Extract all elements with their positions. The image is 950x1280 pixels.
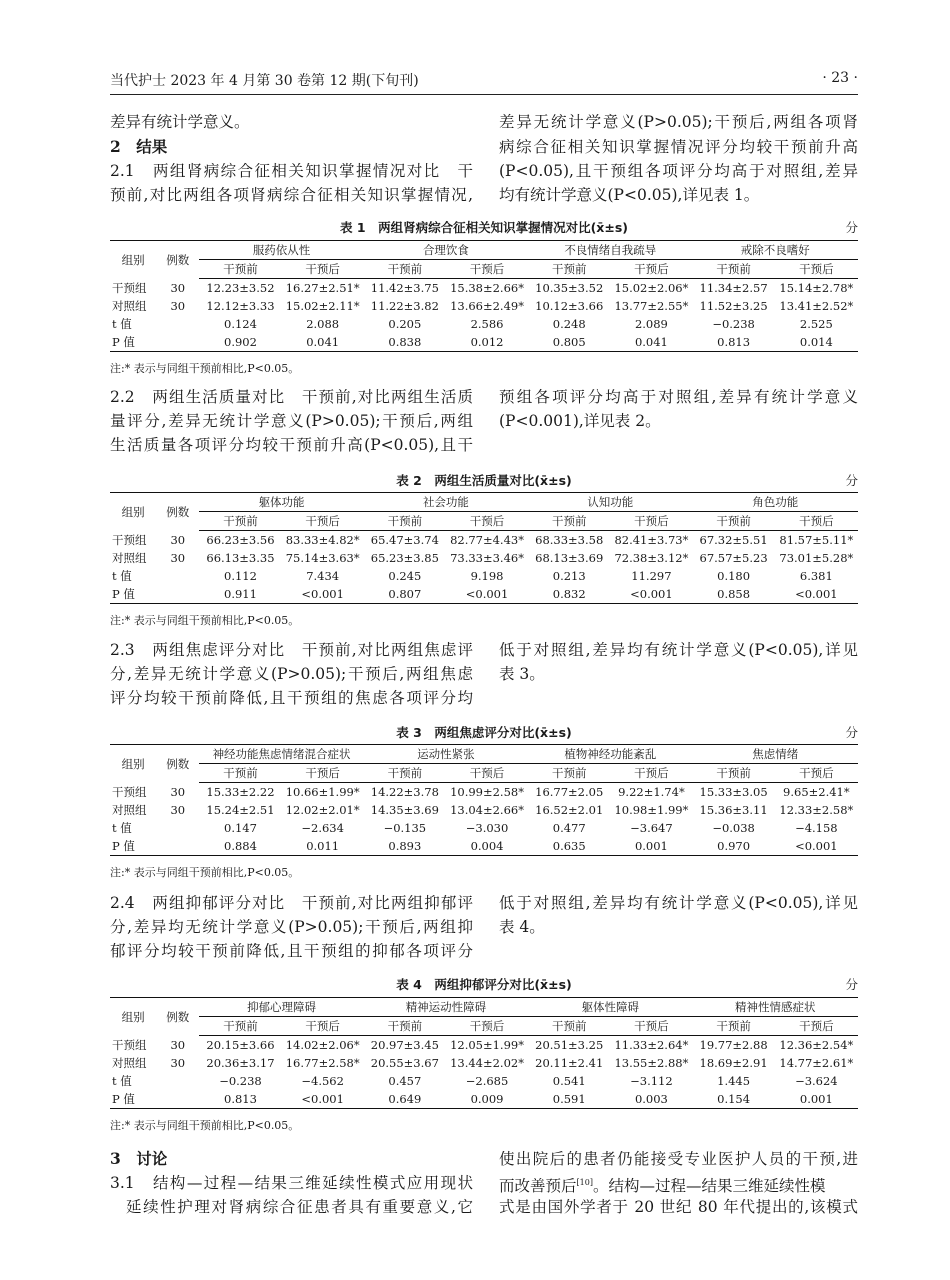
subsection-heading: 2.3 两组焦虑评分对比 干预前,对比两组焦虑评 bbox=[110, 641, 473, 659]
table-cell: 16.27±2.51* bbox=[285, 281, 360, 295]
col-group-header: 认知功能 bbox=[528, 493, 692, 512]
paragraph-line: 低于对照组,差异均有统计学意义(P<0.05),详见 bbox=[499, 641, 858, 659]
table-caption bbox=[110, 975, 858, 993]
table-cell: 20.36±3.17 bbox=[206, 1056, 275, 1070]
table-cell: 14.22±3.78 bbox=[370, 785, 439, 799]
table-cell: 0.591 bbox=[528, 1090, 610, 1109]
paragraph-line: 延续性护理对肾病综合征患者具有重要意义,它 bbox=[126, 1198, 473, 1216]
table-cell: 10.98±1.99* bbox=[614, 803, 689, 817]
table-cell: 11.34±2.57 bbox=[699, 281, 768, 295]
col-header-post: 干预后 bbox=[775, 512, 858, 531]
col-header-pre: 干预前 bbox=[199, 764, 281, 783]
col-header-pre: 干预前 bbox=[528, 260, 610, 279]
table-cell: 30 bbox=[170, 299, 186, 313]
table-cell: 0.635 bbox=[528, 837, 610, 856]
table-cell: 0.205 bbox=[388, 317, 422, 331]
table-cell: 0.858 bbox=[693, 585, 775, 604]
paragraph-line: 评分均较干预前降低,且干预组的焦虑各项评分均 bbox=[110, 689, 473, 707]
table-cell: 20.15±3.66 bbox=[206, 1038, 275, 1052]
col-header-post: 干预后 bbox=[775, 764, 858, 783]
table-cell bbox=[156, 1090, 199, 1109]
col-header-post: 干预后 bbox=[775, 1017, 858, 1036]
table-cell: 0.893 bbox=[364, 837, 446, 856]
col-header-post: 干预后 bbox=[610, 1017, 692, 1036]
col-header-post: 干预后 bbox=[446, 512, 528, 531]
table-row bbox=[110, 567, 858, 585]
table-row bbox=[110, 315, 858, 333]
table-1-caption: 表 1 两组肾病综合征相关知识掌握情况对比(x̄±s) bbox=[340, 220, 628, 235]
table-cell: 9.198 bbox=[470, 569, 504, 583]
col-header-pre: 干预前 bbox=[364, 1017, 446, 1036]
table-cell: 7.434 bbox=[306, 569, 340, 583]
col-header-post: 干预后 bbox=[282, 1017, 364, 1036]
table-cell: 66.13±3.35 bbox=[206, 551, 275, 565]
table-cell bbox=[156, 585, 199, 604]
table-cell: 1.445 bbox=[717, 1074, 751, 1088]
table-cell: 0.001 bbox=[610, 837, 692, 856]
col-group-header: 植物神经功能紊乱 bbox=[528, 745, 692, 764]
table-cell: 0.124 bbox=[224, 317, 257, 331]
table-row bbox=[110, 1036, 858, 1055]
table-cell: 0.813 bbox=[693, 333, 775, 352]
col-header-pre: 干预前 bbox=[199, 260, 281, 279]
table-cell: 0.112 bbox=[224, 569, 257, 583]
table-row bbox=[110, 585, 858, 604]
table-cell: <0.001 bbox=[775, 585, 858, 604]
col-header-pre: 干预前 bbox=[199, 512, 281, 531]
col-header-post: 干预后 bbox=[282, 764, 364, 783]
col-group-header: 服药依从性 bbox=[199, 241, 363, 260]
table-cell: 0.477 bbox=[552, 821, 586, 835]
paragraph-line: 量评分,差异无统计学意义(P>0.05);干预后,两组 bbox=[110, 412, 473, 430]
table-cell: 20.97±3.45 bbox=[370, 1038, 439, 1052]
table-cell: t 值 bbox=[112, 569, 132, 583]
table-cell: 15.24±2.51 bbox=[206, 803, 275, 817]
table-2 bbox=[110, 492, 858, 604]
table-cell: 0.011 bbox=[282, 837, 364, 856]
table-cell: 20.11±2.41 bbox=[535, 1056, 604, 1070]
table-cell: 14.02±2.06* bbox=[285, 1038, 360, 1052]
unit-label: 分 bbox=[845, 977, 858, 992]
table-cell: 10.66±1.99* bbox=[285, 785, 360, 799]
table-cell: 75.14±3.63* bbox=[285, 551, 360, 565]
table-cell: −0.038 bbox=[712, 821, 755, 835]
table-cell bbox=[156, 837, 199, 856]
table-cell: 68.13±3.69 bbox=[535, 551, 604, 565]
table-row bbox=[110, 1072, 858, 1090]
table-cell: 0.180 bbox=[717, 569, 751, 583]
table-cell: 12.12±3.33 bbox=[206, 299, 275, 313]
table-cell: −0.238 bbox=[219, 1074, 262, 1088]
col-group-header: 社会功能 bbox=[364, 493, 528, 512]
subsection-heading: 2.4 两组抑郁评分对比 干预前,对比两组抑郁评 bbox=[110, 894, 473, 912]
paragraph-line: (P<0.05),且干预组各项评分均高于对照组,差异 bbox=[499, 162, 858, 180]
table-cell: 30 bbox=[170, 803, 186, 817]
subsection-heading: 3.1 结构—过程—结果三维延续性模式应用现状 bbox=[110, 1174, 473, 1192]
col-group-header: 角色功能 bbox=[693, 493, 859, 512]
paragraph-line: 差异有统计学意义。 bbox=[110, 113, 250, 131]
table-cell: P 值 bbox=[110, 1090, 156, 1109]
table-cell: −0.238 bbox=[712, 317, 755, 331]
table-cell: 13.55±2.88* bbox=[614, 1056, 689, 1070]
paragraph-line: 表 4。 bbox=[499, 918, 545, 936]
table-header-row bbox=[110, 745, 858, 764]
table-cell: 0.001 bbox=[775, 1090, 858, 1109]
table-cell: 20.51±3.25 bbox=[535, 1038, 604, 1052]
subsection-heading: 2.1 两组肾病综合征相关知识掌握情况对比 干 bbox=[110, 162, 473, 180]
table-cell: 11.52±3.25 bbox=[699, 299, 768, 313]
table-cell: 0.014 bbox=[775, 333, 858, 352]
col-header-post: 干预后 bbox=[610, 764, 692, 783]
paragraph-line: 预组各项评分均高于对照组,差异有统计学意义 bbox=[499, 388, 858, 406]
table-cell: 30 bbox=[170, 280, 186, 295]
table-note: 注:* 表示与同组干预前相比,P<0.05。 bbox=[110, 1119, 300, 1132]
table-row bbox=[110, 801, 858, 819]
unit-label: 分 bbox=[845, 473, 858, 488]
col-header-post: 干预后 bbox=[446, 1017, 528, 1036]
table-cell: 16.77±2.05 bbox=[535, 785, 604, 799]
table-cell: 18.69±2.91 bbox=[699, 1056, 768, 1070]
col-header-n: 例数 bbox=[156, 745, 199, 783]
table-cell: 15.33±2.22 bbox=[206, 785, 275, 799]
col-group-header: 精神性情感症状 bbox=[693, 998, 859, 1017]
col-group-header: 抑郁心理障碍 bbox=[199, 998, 363, 1017]
table-4 bbox=[110, 997, 858, 1109]
section-heading: 3 讨论 bbox=[110, 1149, 168, 1168]
table-cell: 9.65±2.41* bbox=[783, 785, 850, 799]
col-header-n: 例数 bbox=[156, 998, 199, 1036]
table-cell: 0.147 bbox=[224, 821, 257, 835]
table-cell: 20.55±3.67 bbox=[370, 1056, 439, 1070]
table-cell: 0.004 bbox=[446, 837, 528, 856]
table-cell: 73.01±5.28* bbox=[779, 551, 854, 565]
table-cell: 12.33±2.58* bbox=[779, 803, 854, 817]
col-header-post: 干预后 bbox=[610, 512, 692, 531]
col-header-group: 组别 bbox=[110, 998, 156, 1036]
table-cell bbox=[156, 1072, 199, 1090]
table-row bbox=[110, 819, 858, 837]
table-cell: 2.089 bbox=[634, 317, 668, 331]
paragraph-line: 低于对照组,差异均有统计学意义(P<0.05),详见 bbox=[499, 894, 858, 912]
table-cell: 12.02±2.01* bbox=[285, 803, 360, 817]
col-header-pre: 干预前 bbox=[528, 1017, 610, 1036]
paragraph-line: 均有统计学意义(P<0.05),详见表 1。 bbox=[499, 186, 760, 204]
paragraph-line: 使出院后的患者仍能接受专业医护人员的干预,进 bbox=[499, 1150, 858, 1168]
table-cell: 0.041 bbox=[610, 333, 692, 352]
table-cell: 15.38±2.66* bbox=[450, 281, 524, 295]
col-group-header: 戒除不良嗜好 bbox=[693, 241, 859, 260]
table-cell: 干预组 bbox=[112, 1037, 147, 1052]
table-cell: −4.562 bbox=[301, 1074, 344, 1088]
table-cell: 干预组 bbox=[112, 280, 147, 295]
table-cell: 13.66±2.49* bbox=[450, 299, 524, 313]
table-cell: 83.33±4.82* bbox=[285, 533, 360, 547]
table-cell: P 值 bbox=[110, 585, 156, 604]
table-cell: −3.030 bbox=[465, 821, 509, 835]
table-cell: 对照组 bbox=[112, 551, 147, 565]
table-cell: <0.001 bbox=[446, 585, 528, 604]
table-note: 注:* 表示与同组干预前相比,P<0.05。 bbox=[110, 362, 300, 375]
col-header-pre: 干预前 bbox=[528, 512, 610, 531]
text-fragment: 而改善预后 bbox=[499, 1177, 577, 1196]
col-header-post: 干预后 bbox=[446, 260, 528, 279]
table-cell: 9.22±1.74* bbox=[618, 785, 685, 799]
table-cell: 0.970 bbox=[693, 837, 775, 856]
table-cell: 10.12±3.66 bbox=[535, 299, 604, 313]
paragraph-line bbox=[499, 1173, 825, 1196]
table-cell: −2.634 bbox=[301, 821, 344, 835]
table-row bbox=[110, 279, 858, 298]
table-cell: 0.245 bbox=[388, 569, 422, 583]
unit-label: 分 bbox=[845, 725, 858, 740]
col-header-group: 组别 bbox=[110, 241, 156, 279]
paragraph-line: 分,差异均无统计学意义(P>0.05);干预后,两组抑 bbox=[110, 918, 473, 936]
table-cell: 11.297 bbox=[631, 569, 672, 583]
col-group-header: 精神运动性障碍 bbox=[364, 998, 528, 1017]
table-cell: 0.911 bbox=[199, 585, 281, 604]
table-cell: 2.525 bbox=[799, 317, 833, 331]
table-cell: 66.23±3.56 bbox=[206, 533, 275, 547]
table-cell: 对照组 bbox=[112, 803, 147, 817]
table-subheader-row bbox=[110, 260, 858, 279]
table-cell: 30 bbox=[170, 1056, 186, 1070]
table-cell: <0.001 bbox=[282, 585, 364, 604]
table-cell: 10.35±3.52 bbox=[535, 281, 604, 295]
table-4-caption: 表 4 两组抑郁评分对比(x̄±s) bbox=[396, 977, 572, 992]
table-cell bbox=[156, 333, 199, 352]
col-header-n: 例数 bbox=[156, 493, 199, 531]
table-cell: 19.77±2.88 bbox=[699, 1038, 768, 1052]
table-cell: 30 bbox=[170, 551, 186, 565]
col-group-header: 焦虑情绪 bbox=[693, 745, 859, 764]
table-cell: 0.832 bbox=[528, 585, 610, 604]
table-cell: 2.586 bbox=[470, 317, 504, 331]
col-header-pre: 干预前 bbox=[693, 512, 775, 531]
table-subheader-row bbox=[110, 1017, 858, 1036]
paragraph-line: 郁评分均较干预前降低,且干预组的抑郁各项评分 bbox=[110, 942, 473, 960]
col-header-post: 干预后 bbox=[282, 512, 364, 531]
table-row bbox=[110, 783, 858, 802]
table-cell: 6.381 bbox=[799, 569, 833, 583]
table-cell: 0.541 bbox=[552, 1074, 586, 1088]
table-cell: 11.22±3.82 bbox=[370, 299, 439, 313]
table-row bbox=[110, 837, 858, 856]
table-cell: 73.33±3.46* bbox=[450, 551, 524, 565]
table-cell: 干预组 bbox=[112, 532, 147, 547]
table-cell: 13.41±2.52* bbox=[779, 299, 854, 313]
table-cell: 14.77±2.61* bbox=[779, 1056, 854, 1070]
table-cell: P 值 bbox=[110, 837, 156, 856]
col-header-group: 组别 bbox=[110, 493, 156, 531]
table-cell: 12.23±3.52 bbox=[206, 281, 275, 295]
col-header-pre: 干预前 bbox=[199, 1017, 281, 1036]
table-cell: 0.813 bbox=[199, 1090, 281, 1109]
table-cell: 15.02±2.06* bbox=[614, 281, 689, 295]
table-row bbox=[110, 549, 858, 567]
col-header-pre: 干预前 bbox=[364, 764, 446, 783]
table-cell: 13.44±2.02* bbox=[450, 1056, 524, 1070]
table-cell: 15.02±2.11* bbox=[285, 299, 360, 313]
col-header-group: 组别 bbox=[110, 745, 156, 783]
col-header-post: 干预后 bbox=[446, 764, 528, 783]
paragraph-line: 分,差异无统计学意义(P>0.05);干预后,两组焦虑 bbox=[110, 665, 473, 683]
table-2-caption: 表 2 两组生活质量对比(x̄±s) bbox=[396, 473, 572, 488]
table-cell: 0.805 bbox=[528, 333, 610, 352]
table-caption bbox=[110, 471, 858, 489]
col-group-header: 躯体功能 bbox=[199, 493, 363, 512]
table-cell: 13.77±2.55* bbox=[614, 299, 689, 313]
table-cell: 15.14±2.78* bbox=[779, 281, 854, 295]
table-cell: 65.47±3.74 bbox=[370, 533, 439, 547]
table-cell: 16.52±2.01 bbox=[535, 803, 604, 817]
table-cell: 0.003 bbox=[610, 1090, 692, 1109]
table-cell: −3.112 bbox=[630, 1074, 673, 1088]
paragraph-line: 式是由国外学者于 20 世纪 80 年代提出的,该模式 bbox=[499, 1198, 858, 1216]
table-cell: −4.158 bbox=[795, 821, 838, 835]
section-heading: 2 结果 bbox=[110, 137, 168, 156]
table-cell: 82.41±3.73* bbox=[614, 533, 689, 547]
text-fragment: 。结构—过程—结果三维延续性模 bbox=[592, 1177, 826, 1196]
table-3-caption: 表 3 两组焦虑评分对比(x̄±s) bbox=[396, 725, 572, 740]
table-3 bbox=[110, 744, 858, 856]
table-cell bbox=[156, 567, 199, 585]
table-cell: t 值 bbox=[112, 317, 132, 331]
table-caption bbox=[110, 723, 858, 741]
journal-header: 当代护士 2023 年 4 月第 30 卷第 12 期(下旬刊) bbox=[110, 73, 419, 89]
page-number: · 23 · bbox=[822, 70, 858, 86]
col-group-header: 神经功能焦虑情绪混合症状 bbox=[199, 745, 363, 764]
col-header-post: 干预后 bbox=[282, 260, 364, 279]
table-cell: 15.33±3.05 bbox=[699, 785, 768, 799]
col-header-post: 干预后 bbox=[610, 260, 692, 279]
table-row bbox=[110, 1090, 858, 1109]
table-caption bbox=[110, 218, 858, 236]
table-note: 注:* 表示与同组干预前相比,P<0.05。 bbox=[110, 866, 300, 879]
table-cell: 67.32±5.51 bbox=[699, 533, 768, 547]
table-cell: 0.807 bbox=[364, 585, 446, 604]
table-cell bbox=[156, 819, 199, 837]
table-cell: 30 bbox=[170, 1037, 186, 1052]
paragraph-line: (P<0.001),详见表 2。 bbox=[499, 412, 661, 430]
table-cell: −2.685 bbox=[465, 1074, 509, 1088]
table-cell: 67.57±5.23 bbox=[699, 551, 768, 565]
paragraph-line: 表 3。 bbox=[499, 665, 545, 683]
table-header-row bbox=[110, 998, 858, 1017]
table-cell: <0.001 bbox=[282, 1090, 364, 1109]
col-header-n: 例数 bbox=[156, 241, 199, 279]
col-header-post: 干预后 bbox=[775, 260, 858, 279]
table-cell: 30 bbox=[170, 784, 186, 799]
table-subheader-row bbox=[110, 764, 858, 783]
table-note: 注:* 表示与同组干预前相比,P<0.05。 bbox=[110, 614, 300, 627]
col-header-pre: 干预前 bbox=[364, 260, 446, 279]
table-cell: 0.457 bbox=[388, 1074, 422, 1088]
citation-ref: [10] bbox=[576, 1178, 593, 1187]
table-cell: 10.99±2.58* bbox=[450, 785, 524, 799]
table-cell: 72.38±3.12* bbox=[614, 551, 689, 565]
table-cell: 0.154 bbox=[693, 1090, 775, 1109]
table-cell: 0.649 bbox=[364, 1090, 446, 1109]
table-cell: 82.77±4.43* bbox=[450, 533, 524, 547]
table-cell: 对照组 bbox=[112, 1056, 147, 1070]
col-header-pre: 干预前 bbox=[364, 512, 446, 531]
table-subheader-row bbox=[110, 512, 858, 531]
table-cell: <0.001 bbox=[610, 585, 692, 604]
table-cell: 11.33±2.64* bbox=[614, 1038, 689, 1052]
table-cell: 0.838 bbox=[364, 333, 446, 352]
table-cell: 干预组 bbox=[112, 784, 147, 799]
table-cell: P 值 bbox=[110, 333, 156, 352]
table-cell: −3.624 bbox=[795, 1074, 838, 1088]
col-group-header: 躯体性障碍 bbox=[528, 998, 692, 1017]
table-cell: 30 bbox=[170, 532, 186, 547]
col-header-pre: 干预前 bbox=[528, 764, 610, 783]
table-cell: 对照组 bbox=[112, 299, 147, 313]
table-cell: t 值 bbox=[112, 1074, 132, 1088]
table-cell: 0.902 bbox=[199, 333, 281, 352]
table-cell: 12.05±1.99* bbox=[450, 1038, 524, 1052]
col-group-header: 不良情绪自我疏导 bbox=[528, 241, 692, 260]
table-cell: −3.647 bbox=[630, 821, 673, 835]
header-rule bbox=[110, 94, 858, 95]
table-cell: 0.012 bbox=[446, 333, 528, 352]
table-header-row bbox=[110, 241, 858, 260]
table-row bbox=[110, 333, 858, 352]
table-cell: 0.248 bbox=[552, 317, 586, 331]
col-header-pre: 干预前 bbox=[693, 764, 775, 783]
table-row bbox=[110, 1054, 858, 1072]
table-cell: 12.36±2.54* bbox=[779, 1038, 854, 1052]
table-cell bbox=[156, 315, 199, 333]
table-cell: −0.135 bbox=[383, 821, 427, 835]
subsection-heading: 2.2 两组生活质量对比 干预前,对比两组生活质 bbox=[110, 388, 473, 406]
col-header-pre: 干预前 bbox=[693, 260, 775, 279]
paragraph-line: 生活质量各项评分均较干预前升高(P<0.05),且干 bbox=[110, 436, 473, 454]
table-cell: <0.001 bbox=[775, 837, 858, 856]
paragraph-line: 差异无统计学意义(P>0.05);干预后,两组各项肾 bbox=[499, 113, 858, 131]
table-cell: 0.009 bbox=[446, 1090, 528, 1109]
col-header-pre: 干预前 bbox=[693, 1017, 775, 1036]
table-row bbox=[110, 531, 858, 550]
col-group-header: 合理饮食 bbox=[364, 241, 528, 260]
table-cell: 15.36±3.11 bbox=[699, 803, 768, 817]
table-cell: 0.213 bbox=[552, 569, 586, 583]
table-cell: 14.35±3.69 bbox=[370, 803, 439, 817]
table-cell: 11.42±3.75 bbox=[370, 281, 439, 295]
table-cell: 81.57±5.11* bbox=[779, 533, 854, 547]
table-cell: 0.041 bbox=[282, 333, 364, 352]
table-row bbox=[110, 297, 858, 315]
table-cell: 2.088 bbox=[306, 317, 340, 331]
col-group-header: 运动性紧张 bbox=[364, 745, 528, 764]
table-cell: 16.77±2.58* bbox=[285, 1056, 360, 1070]
table-cell: 68.33±3.58 bbox=[535, 533, 604, 547]
table-cell: 0.884 bbox=[199, 837, 281, 856]
unit-label: 分 bbox=[845, 220, 858, 235]
paragraph-line: 预前,对比两组各项肾病综合征相关知识掌握情况, bbox=[110, 186, 473, 204]
table-cell: 13.04±2.66* bbox=[450, 803, 524, 817]
paragraph-line: 病综合征相关知识掌握情况评分均较干预前升高 bbox=[499, 138, 858, 156]
table-cell: t 值 bbox=[112, 821, 132, 835]
table-cell: 65.23±3.85 bbox=[370, 551, 439, 565]
table-1 bbox=[110, 240, 858, 352]
table-header-row bbox=[110, 493, 858, 512]
